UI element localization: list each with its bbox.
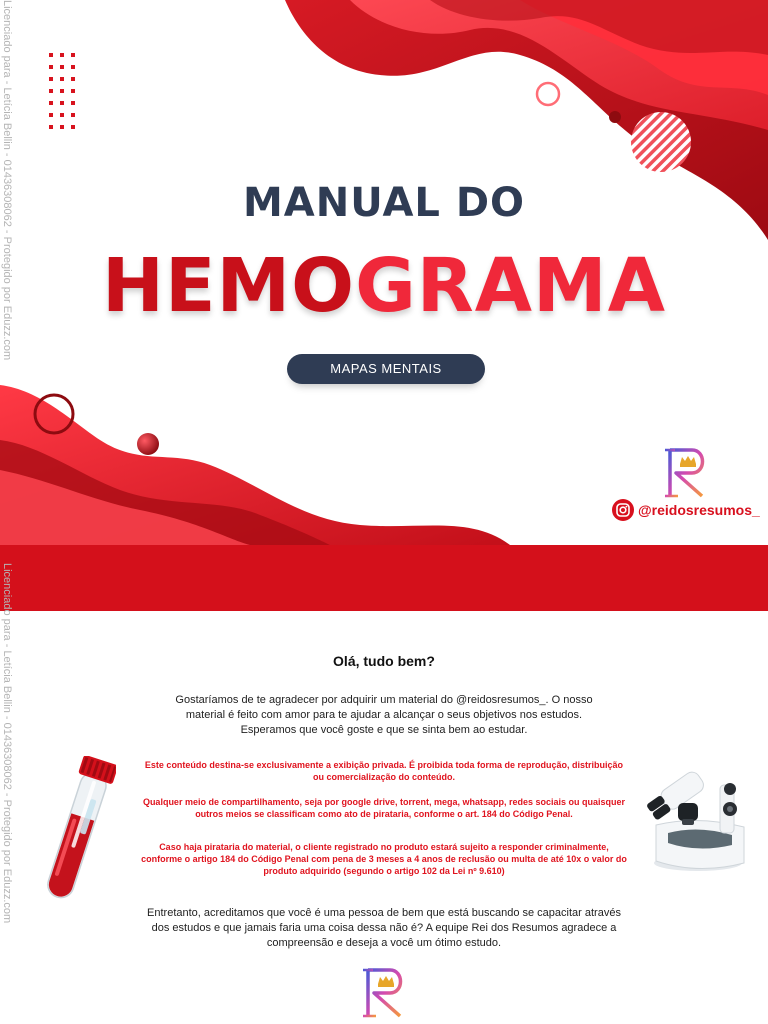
microscope-icon <box>640 763 755 878</box>
warning-private-use: Este conteúdo destina-se exclusivamente a exibição privada. É proibida toda forma de reprodução, distribuição ou comercialização do conteúdo. <box>144 760 624 782</box>
title-line-2 <box>0 243 768 329</box>
intro-paragraph: Gostaríamos de te agradecer por adquirir um material do @reidosresumos_. O nosso material é feito com amor para te ajudar a alcançar o seus objetivos nos estudos. Esperamos que você goste e que se sinta bem ao estudar. <box>175 694 593 736</box>
instagram-handle[interactable] <box>612 499 760 521</box>
dot-grid-icon <box>49 53 75 129</box>
rei-dos-resumos-logo <box>662 446 714 500</box>
test-tube-icon <box>36 756 116 921</box>
welcome-letter <box>0 563 768 1024</box>
warning-sharing: Qualquer meio de compartilhamento, seja por google drive, torrent, mega, whatsapp, redes sociais ou quaisquer outros meios se classificam como ato de pirataria, conforme o art. 184 do Código Penal. <box>142 797 626 819</box>
mapas-mentais-badge: MAPAS MENTAIS <box>287 354 485 384</box>
rei-dos-resumos-logo-footer <box>360 966 412 1022</box>
closing-paragraph: Entretanto, acreditamos que você é uma pessoa de bem que está buscando se capacitar através dos estudos e que jamais faria uma coisa dessa não é? A equipe Rei dos Resumos agradece a compreensão e deseja a você um ótimo estudo. <box>147 907 621 949</box>
title-hemo: HEMO <box>102 243 356 329</box>
title-line-1: MANUAL DO <box>242 180 526 226</box>
page-separator-band <box>0 545 768 611</box>
crown-icon <box>680 456 696 467</box>
warning-penalty: Caso haja pirataria do material, o cliente registrado no produto estará sujeito a responder criminalmente, conforme o artigo 184 do Código Penal com pena de 3 meses a 4 anos de reclusão ou multa de até 10x o valor do produto adquirido (segundo o artigo 102 da Lei nº 9.610) <box>141 842 627 876</box>
title-grama: GRAMA <box>355 243 666 329</box>
license-watermark-2: Licenciado para - Letícia Bellin - 01436308062 - Protegido por Eduzz.com <box>1 563 13 924</box>
greeting-heading: Olá, tudo bem? <box>333 653 435 669</box>
instagram-handle-text: @reidosresumos_ <box>638 502 760 518</box>
license-watermark: Licenciado para - Letícia Bellin - 01436308062 - Protegido por Eduzz.com <box>1 0 13 361</box>
instagram-icon <box>612 499 634 521</box>
